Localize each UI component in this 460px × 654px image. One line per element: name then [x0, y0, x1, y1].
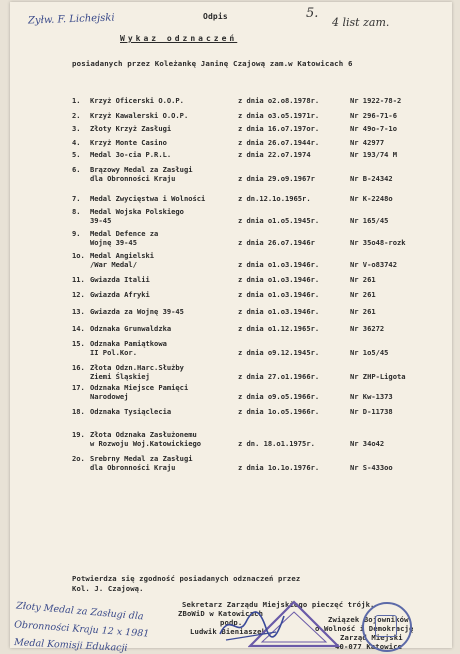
secretary-line-2: ZBoWiD w Katowicach	[178, 609, 264, 618]
item-number-ref: Nr V-o83742	[350, 260, 397, 269]
round-stamp	[362, 602, 412, 652]
item-name: Medal Zwycięstwa i Wolności	[90, 194, 206, 203]
item-name: /War Medal/	[90, 260, 137, 269]
document-subtitle: posiadanych przez Koleżankę Janinę Czajową zam.w Katowicach 6	[72, 59, 353, 68]
item-date: z dnia 1o.1o.1976r.	[238, 463, 320, 472]
item-date: z dnia o1.12.1965r.	[238, 324, 320, 333]
item-date: z dnia o9.12.1945r.	[238, 348, 320, 357]
list-item	[10, 207, 452, 227]
secretary-name: Ludwik Bieniaszek	[190, 627, 267, 636]
item-date: z dnia 26.o7.1944r.	[238, 138, 320, 147]
item-number: 2.	[72, 111, 81, 120]
item-date: z dn. 18.o1.1975r.	[238, 439, 315, 448]
signature	[216, 604, 286, 644]
item-name: Srebrny Medal za Zasługi	[90, 454, 193, 463]
item-date: z dnia o1.o5.1945r.	[238, 216, 320, 225]
item-number-ref: Nr 165/45	[350, 216, 389, 225]
handwritten-note: Zyłw. F. Lichejski	[27, 12, 115, 27]
item-number: 6.	[72, 165, 81, 174]
item-date: z dnia o9.o5.1966r.	[238, 392, 320, 401]
item-number: 7.	[72, 194, 81, 203]
item-number-ref: Nr 34o42	[350, 439, 385, 448]
org-line-2: o Wolność i Demokrację	[315, 624, 414, 633]
item-date: z dnia 1o.o5.1966r.	[238, 407, 320, 416]
item-name: Odznaka Pamiątkowa	[90, 339, 167, 348]
confirm-line-1: Potwierdza się zgodność posiadanych odznaczeń przez	[72, 574, 301, 583]
item-name: Medal Wojska Polskiego	[90, 207, 184, 216]
list-item	[10, 165, 452, 185]
list-item	[10, 430, 452, 450]
item-number: 1.	[72, 96, 81, 105]
document-page	[10, 2, 452, 654]
item-name: Brązowy Medal za Zasługi	[90, 165, 193, 174]
item-name: Gwiazda Afryki	[90, 290, 150, 299]
item-number: 17.	[72, 383, 85, 392]
item-name: dla Obronności Kraju	[90, 174, 176, 183]
item-number: 12.	[72, 290, 85, 299]
item-name: Narodowej	[90, 392, 129, 401]
item-date: z dnia 16.o7.197or.	[238, 124, 320, 133]
item-name: Krzyż Kawalerski O.O.P.	[90, 111, 189, 120]
item-number: 11.	[72, 275, 85, 284]
item-number: 1o.	[72, 251, 85, 260]
item-date: z dnia 22.o7.1974	[238, 150, 311, 159]
item-name: Odznaka Grunwaldzka	[90, 324, 172, 333]
item-number: 16.	[72, 363, 85, 372]
item-number-ref: Nr 261	[350, 275, 376, 284]
item-number-ref: Nr 42977	[350, 138, 385, 147]
item-number: 15.	[72, 339, 85, 348]
odpis-label: Odpis	[203, 12, 228, 21]
page-annotation: 4 list zam.	[332, 16, 390, 29]
org-line-1: Związek Bojowników	[328, 615, 409, 624]
item-name: Krzyż Monte Casino	[90, 138, 167, 147]
list-item	[10, 454, 452, 474]
item-name: Ziemi Śląskiej	[90, 372, 150, 381]
item-number-ref: Nr S-433oo	[350, 463, 393, 472]
item-name: Gwiazda za Wojnę 39-45	[90, 307, 184, 316]
item-name: Medal 3o-cia P.R.L.	[90, 150, 172, 159]
item-name: II Pol.Kor.	[90, 348, 137, 357]
secretary-line-1: Sekretarz Zarządu Miejskiego pieczęć trójk.	[182, 600, 375, 609]
item-number-ref: Nr 36272	[350, 324, 385, 333]
item-name: w Rozwoju Woj.Katowickiego	[90, 439, 202, 448]
item-number: 19.	[72, 430, 85, 439]
confirm-line-2: Kol. J. Czajową.	[72, 584, 144, 593]
item-number-ref: Nr Kw-1373	[350, 392, 393, 401]
item-date: z dn.12.1o.1965r.	[238, 194, 311, 203]
item-number: 9.	[72, 229, 81, 238]
handwritten-line-3: Medal Komisji Edukacji	[13, 637, 128, 654]
document-title: Wykaz odznaczeń	[120, 34, 238, 43]
item-number: 8.	[72, 207, 81, 216]
secretary-line-3: podp.	[220, 618, 243, 627]
item-name: Złoty Krzyż Zasługi	[90, 124, 172, 133]
item-name: 39-45	[90, 216, 112, 225]
item-number: 2o.	[72, 454, 85, 463]
item-number-ref: Nr 1922-78-2	[350, 96, 402, 105]
list-item	[10, 339, 452, 359]
item-number-ref: Nr 261	[350, 307, 376, 316]
stamp-emblem-icon	[375, 615, 397, 637]
item-date: z dnia o2.o8.1978r.	[238, 96, 320, 105]
item-date: z dnia o1.o3.1946r.	[238, 307, 320, 316]
item-name: dla Obronności Kraju	[90, 463, 176, 472]
item-name: Wojnę 39-45	[90, 238, 137, 247]
item-number-ref: Nr ZHP-Ligota	[350, 372, 406, 381]
item-number: 18.	[72, 407, 85, 416]
item-name: Krzyż Oficerski O.O.P.	[90, 96, 184, 105]
item-date: z dnia 27.o1.1966r.	[238, 372, 320, 381]
item-date: z dnia o1.o3.1946r.	[238, 275, 320, 284]
item-number: 14.	[72, 324, 85, 333]
item-name: Odznaka Miejsce Pamięci	[90, 383, 189, 392]
item-number-ref: Nr 193/74 M	[350, 150, 397, 159]
item-number-ref: Nr 1o5/45	[350, 348, 389, 357]
item-name: Złota Odznaka Zasłużonemu	[90, 430, 197, 439]
list-item	[10, 229, 452, 249]
item-date: z dnia 26.o7.1946r	[238, 238, 315, 247]
item-number: 3.	[72, 124, 81, 133]
item-number-ref: Nr K-2248o	[350, 194, 393, 203]
item-number: 5.	[72, 150, 81, 159]
org-line-3: Zarząd Miejski	[340, 633, 403, 642]
item-number-ref: Nr 296-71-6	[350, 111, 397, 120]
item-name: Złota Odzn.Harc.Służby	[90, 363, 184, 372]
item-name: Gwiazda Italii	[90, 275, 150, 284]
item-date: z dnia o1.o3.1946r.	[238, 290, 320, 299]
list-item	[10, 383, 452, 403]
item-name: Medal Defence za	[90, 229, 159, 238]
item-number: 13.	[72, 307, 85, 316]
list-item	[10, 363, 452, 383]
item-number: 4.	[72, 138, 81, 147]
item-number-ref: Nr 35o48-rozk	[350, 238, 406, 247]
item-name: Odznaka Tysiąclecia	[90, 407, 172, 416]
list-item	[10, 251, 452, 271]
item-name: Medal Angielski	[90, 251, 155, 260]
handwritten-line-2: Obronności Kraju 12 x 1981	[13, 619, 150, 640]
item-number-ref: Nr B-24342	[350, 174, 393, 183]
item-date: z dnia o1.o3.1946r.	[238, 260, 320, 269]
org-line-4: 40-077 Katowice	[335, 642, 403, 651]
item-number-ref: Nr 261	[350, 290, 376, 299]
item-date: z dnia 29.o9.1967r	[238, 174, 315, 183]
handwritten-line-1: Złoty Medal za Zasługi dla	[15, 600, 144, 623]
item-number-ref: Nr D-11738	[350, 407, 393, 416]
item-date: z dnia o3.o5.1971r.	[238, 111, 320, 120]
page-number: 5.	[306, 6, 319, 21]
item-number-ref: Nr 49o-7-1o	[350, 124, 397, 133]
list-item	[10, 407, 452, 427]
